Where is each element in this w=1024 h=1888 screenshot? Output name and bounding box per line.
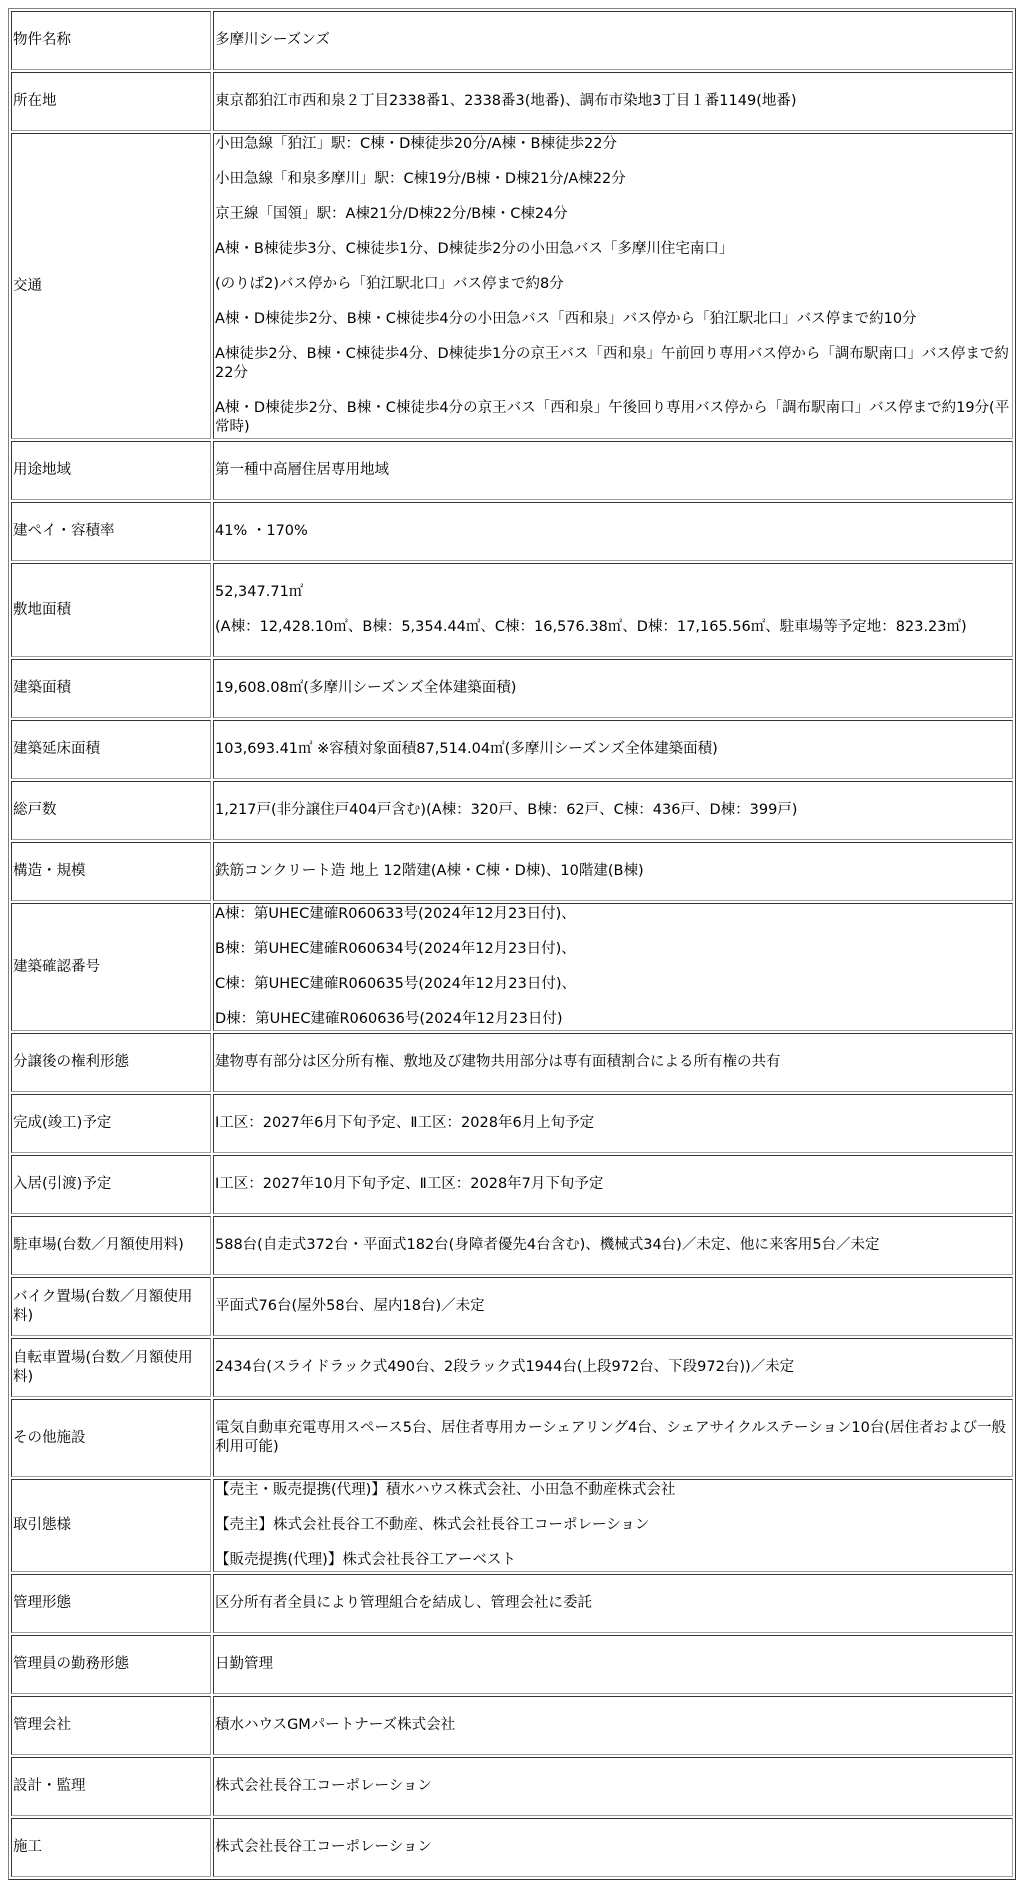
spec-value-line: 2434台(スライドラック式490台、2段ラック式1944台(上段972台、下段972台))／未定	[215, 1359, 795, 1375]
spec-label: 物件名称	[11, 11, 211, 70]
spec-row	[11, 1818, 1013, 1877]
spec-value	[213, 563, 1013, 657]
spec-value-line: 平面式76台(屋外58台、屋内18台)／未定	[215, 1298, 485, 1314]
spec-value-line: A棟：第UHEC建確R060633号(2024年12月23日付)、	[215, 906, 576, 922]
spec-value-line: 京王線「国領」駅：A棟21分/D棟22分/B棟・C棟24分	[215, 206, 568, 222]
spec-row	[11, 781, 1013, 840]
spec-value	[213, 1479, 1013, 1572]
spec-row	[11, 1155, 1013, 1214]
spec-row	[11, 1094, 1013, 1153]
spec-value	[213, 842, 1013, 901]
spec-value	[213, 1399, 1013, 1477]
spec-value-line: 【売主】株式会社長谷工不動産、株式会社長谷工コーポレーション	[215, 1517, 650, 1533]
spec-value	[213, 1696, 1013, 1755]
spec-label: 管理員の勤務形態	[11, 1635, 211, 1694]
spec-value	[213, 441, 1013, 500]
spec-label: 用途地域	[11, 441, 211, 500]
spec-row	[11, 903, 1013, 1031]
spec-label: その他施設	[11, 1399, 211, 1477]
spec-label: 交通	[11, 133, 211, 439]
spec-value-line: 【販売提携(代理)】株式会社長谷工アーベスト	[215, 1552, 516, 1568]
spec-value	[213, 1033, 1013, 1092]
spec-row	[11, 1338, 1013, 1397]
spec-label: 完成(竣工)予定	[11, 1094, 211, 1153]
spec-label: 建築延床面積	[11, 720, 211, 779]
spec-value-line: 東京都狛江市西和泉２丁目2338番1、2338番3(地番)、調布市染地3丁目１番1149(地番)	[215, 93, 797, 109]
spec-row	[11, 720, 1013, 779]
spec-row	[11, 842, 1013, 901]
spec-row	[11, 441, 1013, 500]
spec-label: 建築確認番号	[11, 903, 211, 1031]
spec-value-line: (のりば2)バス停から「狛江駅北口」バス停まで約8分	[215, 276, 564, 292]
spec-value-line: 第一種中高層住居専用地域	[215, 462, 389, 478]
spec-value	[213, 11, 1013, 70]
spec-value	[213, 903, 1013, 1031]
spec-value	[213, 1635, 1013, 1694]
spec-row	[11, 563, 1013, 657]
spec-value	[213, 1338, 1013, 1397]
spec-row	[11, 1277, 1013, 1336]
spec-value-line: A棟・D棟徒歩2分、B棟・C棟徒歩4分の小田急バス「西和泉」バス停から「狛江駅北口」バス停まで約10分	[215, 311, 917, 327]
spec-value	[213, 1757, 1013, 1816]
spec-value-line: 【売主・販売提携(代理)】積水ハウス株式会社、小田急不動産株式会社	[215, 1482, 676, 1498]
spec-row	[11, 1033, 1013, 1092]
spec-label: 所在地	[11, 72, 211, 131]
spec-value	[213, 1277, 1013, 1336]
spec-row	[11, 72, 1013, 131]
spec-row	[11, 1479, 1013, 1572]
spec-value-line: A棟・B棟徒歩3分、C棟徒歩1分、D棟徒歩2分の小田急バス「多摩川住宅南口」	[215, 241, 734, 257]
spec-row	[11, 11, 1013, 70]
spec-value-line: A棟・D棟徒歩2分、B棟・C棟徒歩4分の京王バス「西和泉」午後回り専用バス停から「調布駅南口」バス停まで約19分(平常時)	[215, 400, 1010, 435]
spec-value	[213, 72, 1013, 131]
spec-value-line: 鉄筋コンクリート造 地上 12階建(A棟・C棟・D棟)、10階建(B棟)	[215, 863, 644, 879]
spec-label: 施工	[11, 1818, 211, 1877]
spec-value-line: 1,217戸(非分譲住戸404戸含む)(A棟：320戸、B棟：62戸、C棟：436戸、D棟：399戸)	[215, 802, 798, 818]
spec-row	[11, 1399, 1013, 1477]
spec-value-line: 103,693.41㎡ ※容積対象面積87,514.04㎡(多摩川シーズンズ全体建築面積)	[215, 741, 718, 757]
property-spec-body	[11, 11, 1013, 1877]
spec-label: 入居(引渡)予定	[11, 1155, 211, 1214]
spec-label: 管理形態	[11, 1574, 211, 1633]
spec-label: 構造・規模	[11, 842, 211, 901]
spec-row	[11, 1216, 1013, 1275]
spec-label: 設計・監理	[11, 1757, 211, 1816]
spec-value-line: 41% ・170%	[215, 523, 308, 539]
spec-row	[11, 133, 1013, 439]
spec-row	[11, 1757, 1013, 1816]
spec-value-line: 株式会社長谷工コーポレーション	[215, 1839, 432, 1855]
spec-label: 自転車置場(台数／月額使用料)	[11, 1338, 211, 1397]
spec-value-line: Ⅰ工区：2027年10月下旬予定、Ⅱ工区：2028年7月下旬予定	[215, 1176, 604, 1192]
spec-value-line: Ⅰ工区：2027年6月下旬予定、Ⅱ工区：2028年6月上旬予定	[215, 1115, 595, 1131]
spec-value	[213, 659, 1013, 718]
spec-label: 駐車場(台数／月額使用料)	[11, 1216, 211, 1275]
spec-row	[11, 502, 1013, 561]
spec-value	[213, 133, 1013, 439]
spec-value-line: 19,608.08㎡(多摩川シーズンズ全体建築面積)	[215, 680, 517, 696]
spec-value	[213, 1818, 1013, 1877]
spec-row	[11, 1696, 1013, 1755]
spec-value-line: C棟：第UHEC建確R060635号(2024年12月23日付)、	[215, 976, 576, 992]
spec-label: 建築面積	[11, 659, 211, 718]
spec-label: バイク置場(台数／月額使用料)	[11, 1277, 211, 1336]
spec-label: 建ペイ・容積率	[11, 502, 211, 561]
spec-value-line: 日勤管理	[215, 1656, 273, 1672]
spec-value	[213, 1155, 1013, 1214]
spec-label: 管理会社	[11, 1696, 211, 1755]
spec-value-line: 区分所有者全員により管理組合を結成し、管理会社に委託	[215, 1595, 592, 1611]
spec-value-line: 電気自動車充電専用スペース5台、居住者専用カーシェアリング4台、シェアサイクルステーション10台(居住者および一般利用可能)	[215, 1420, 1007, 1455]
spec-value-line: 株式会社長谷工コーポレーション	[215, 1778, 432, 1794]
spec-value	[213, 1216, 1013, 1275]
spec-label: 敷地面積	[11, 563, 211, 657]
spec-value-line: 小田急線「和泉多摩川」駅：C棟19分/B棟・D棟21分/A棟22分	[215, 171, 626, 187]
spec-label: 総戸数	[11, 781, 211, 840]
spec-row	[11, 659, 1013, 718]
spec-value-line: 積水ハウスGMパートナーズ株式会社	[215, 1717, 456, 1733]
spec-value-line: B棟：第UHEC建確R060634号(2024年12月23日付)、	[215, 941, 576, 957]
spec-value-line: 588台(自走式372台・平面式182台(身障者優先4台含む)、機械式34台)／未定、他に来客用5台／未定	[215, 1237, 880, 1253]
spec-label: 分譲後の権利形態	[11, 1033, 211, 1092]
spec-row	[11, 1574, 1013, 1633]
spec-value-line: 52,347.71㎡	[215, 584, 304, 600]
spec-value	[213, 720, 1013, 779]
spec-value-line: A棟徒歩2分、B棟・C棟徒歩4分、D棟徒歩1分の京王バス「西和泉」午前回り専用バス停から「調布駅南口」バス停まで約22分	[215, 346, 1009, 381]
spec-label: 取引態様	[11, 1479, 211, 1572]
spec-value	[213, 1574, 1013, 1633]
spec-value	[213, 502, 1013, 561]
spec-value-line: 建物専有部分は区分所有権、敷地及び建物共用部分は専有面積割合による所有権の共有	[215, 1054, 781, 1070]
spec-value-line: 多摩川シーズンズ	[215, 32, 330, 48]
spec-value-line: (A棟：12,428.10㎡、B棟：5,354.44㎡、C棟：16,576.38㎡、D棟：17,165.56㎡、駐車場等予定地：823.23㎡)	[215, 619, 967, 635]
spec-value-line: 小田急線「狛江」駅：C棟・D棟徒歩20分/A棟・B棟徒歩22分	[215, 136, 617, 152]
spec-value	[213, 1094, 1013, 1153]
spec-value-line: D棟：第UHEC建確R060636号(2024年12月23日付)	[215, 1011, 563, 1027]
spec-row	[11, 1635, 1013, 1694]
property-spec-table	[8, 8, 1016, 1880]
spec-value	[213, 781, 1013, 840]
